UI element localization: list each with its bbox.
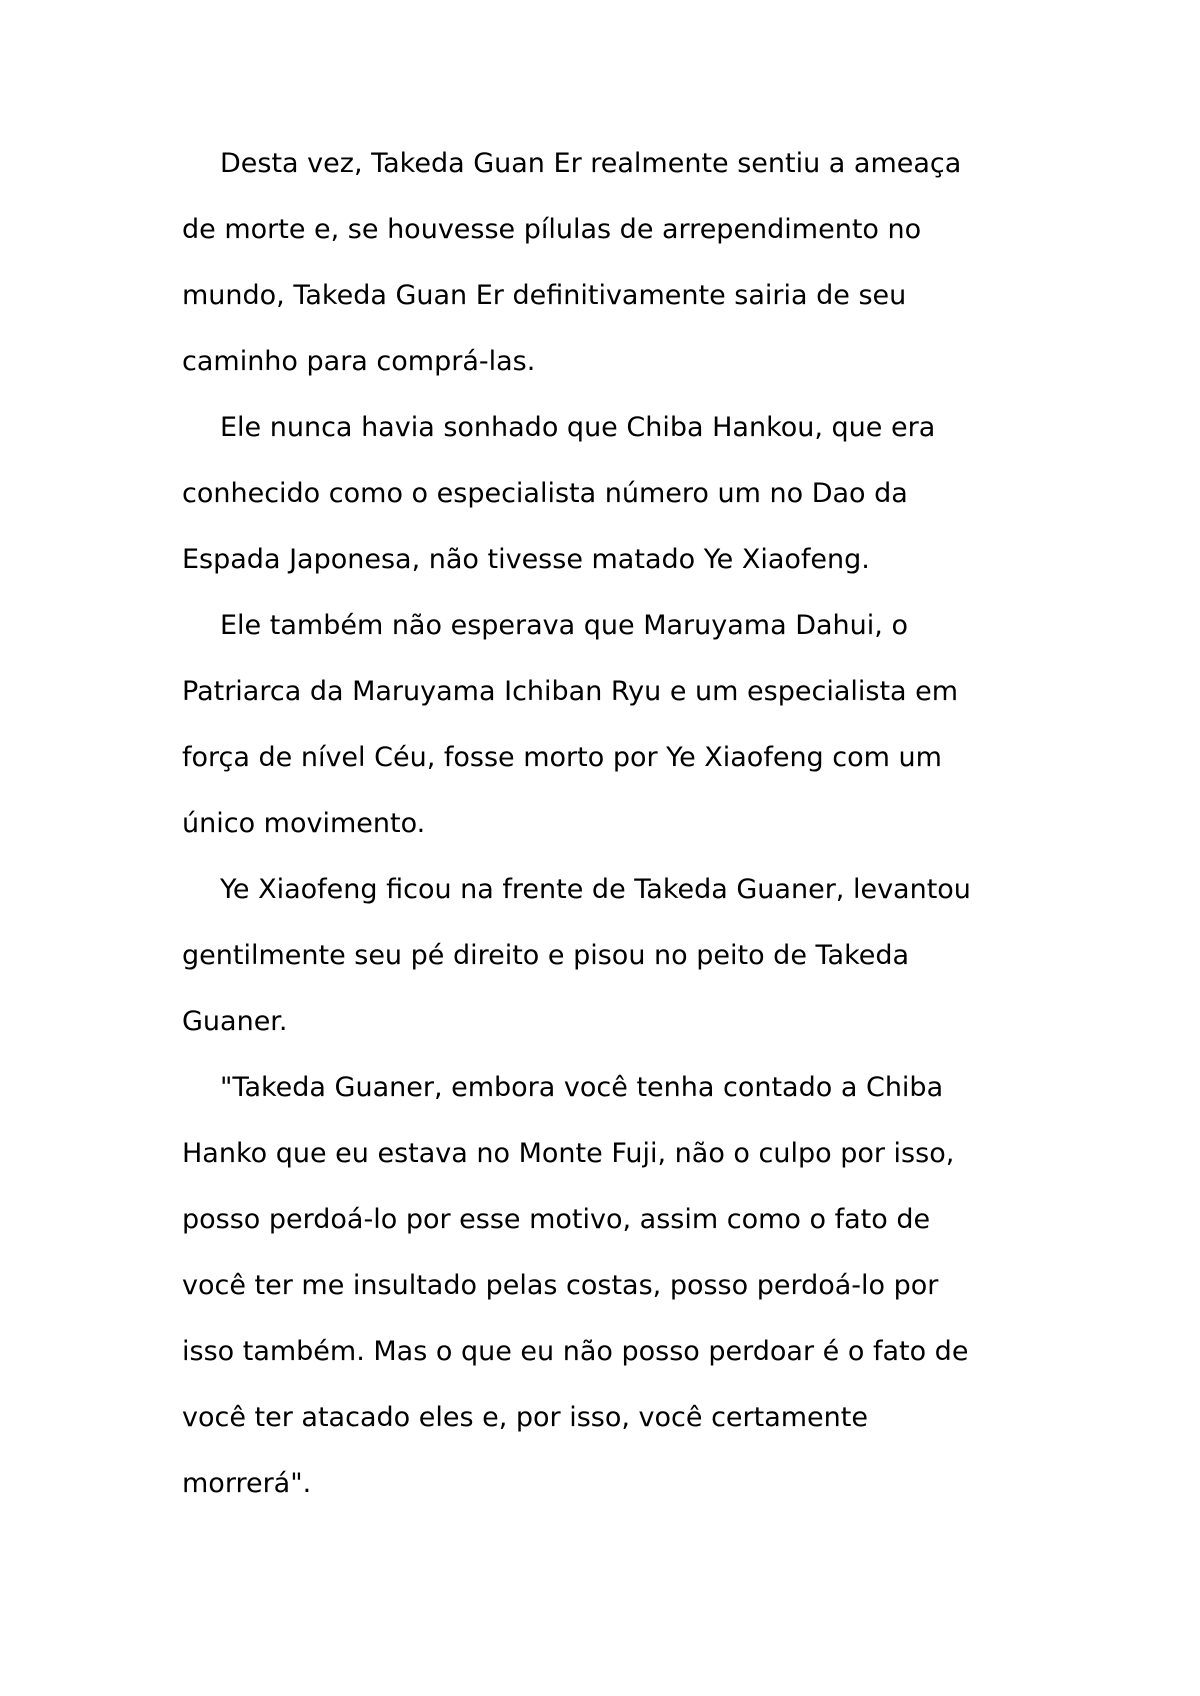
text-line: "Takeda Guaner, embora você tenha contado a Chiba bbox=[220, 1072, 944, 1103]
text-line: isso também. Mas o que eu não posso perdoar é o fato de bbox=[182, 1336, 969, 1367]
paragraph-2 bbox=[182, 395, 1042, 593]
text-line: conhecido como o especialista número um no Dao da bbox=[182, 478, 908, 509]
text-line: Ele também não esperava que Maruyama Dahui, o bbox=[220, 610, 908, 641]
text-line: Patriarca da Maruyama Ichiban Ryu e um especialista em bbox=[182, 676, 959, 707]
text-line: força de nível Céu, fosse morto por Ye Xiaofeng com um bbox=[182, 742, 942, 773]
body-text bbox=[182, 131, 1042, 1517]
paragraph-4 bbox=[182, 857, 1042, 1055]
text-line: você ter me insultado pelas costas, posso perdoá-lo por bbox=[182, 1270, 939, 1301]
text-line: Guaner. bbox=[182, 1006, 288, 1037]
text-line: você ter atacado eles e, por isso, você certamente bbox=[182, 1402, 868, 1433]
text-line: posso perdoá-lo por esse motivo, assim como o fato de bbox=[182, 1204, 931, 1235]
text-line: de morte e, se houvesse pílulas de arrependimento no bbox=[182, 214, 922, 245]
text-line: mundo, Takeda Guan Er definitivamente sairia de seu bbox=[182, 280, 907, 311]
text-line: Espada Japonesa, não tivesse matado Ye Xiaofeng. bbox=[182, 544, 870, 575]
paragraph-1 bbox=[182, 131, 1042, 395]
text-line: Ele nunca havia sonhado que Chiba Hankou, que era bbox=[220, 412, 936, 443]
paragraph-3 bbox=[182, 593, 1042, 857]
text-line: caminho para comprá-las. bbox=[182, 346, 536, 377]
text-line: gentilmente seu pé direito e pisou no peito de Takeda bbox=[182, 940, 910, 971]
text-line: Ye Xiaofeng ficou na frente de Takeda Guaner, levantou bbox=[220, 874, 971, 905]
text-line: Hanko que eu estava no Monte Fuji, não o culpo por isso, bbox=[182, 1138, 955, 1169]
text-line: morrerá". bbox=[182, 1468, 312, 1499]
paragraph-5 bbox=[182, 1055, 1042, 1517]
text-line: Desta vez, Takeda Guan Er realmente sentiu a ameaça bbox=[220, 148, 962, 179]
text-line: único movimento. bbox=[182, 808, 426, 839]
